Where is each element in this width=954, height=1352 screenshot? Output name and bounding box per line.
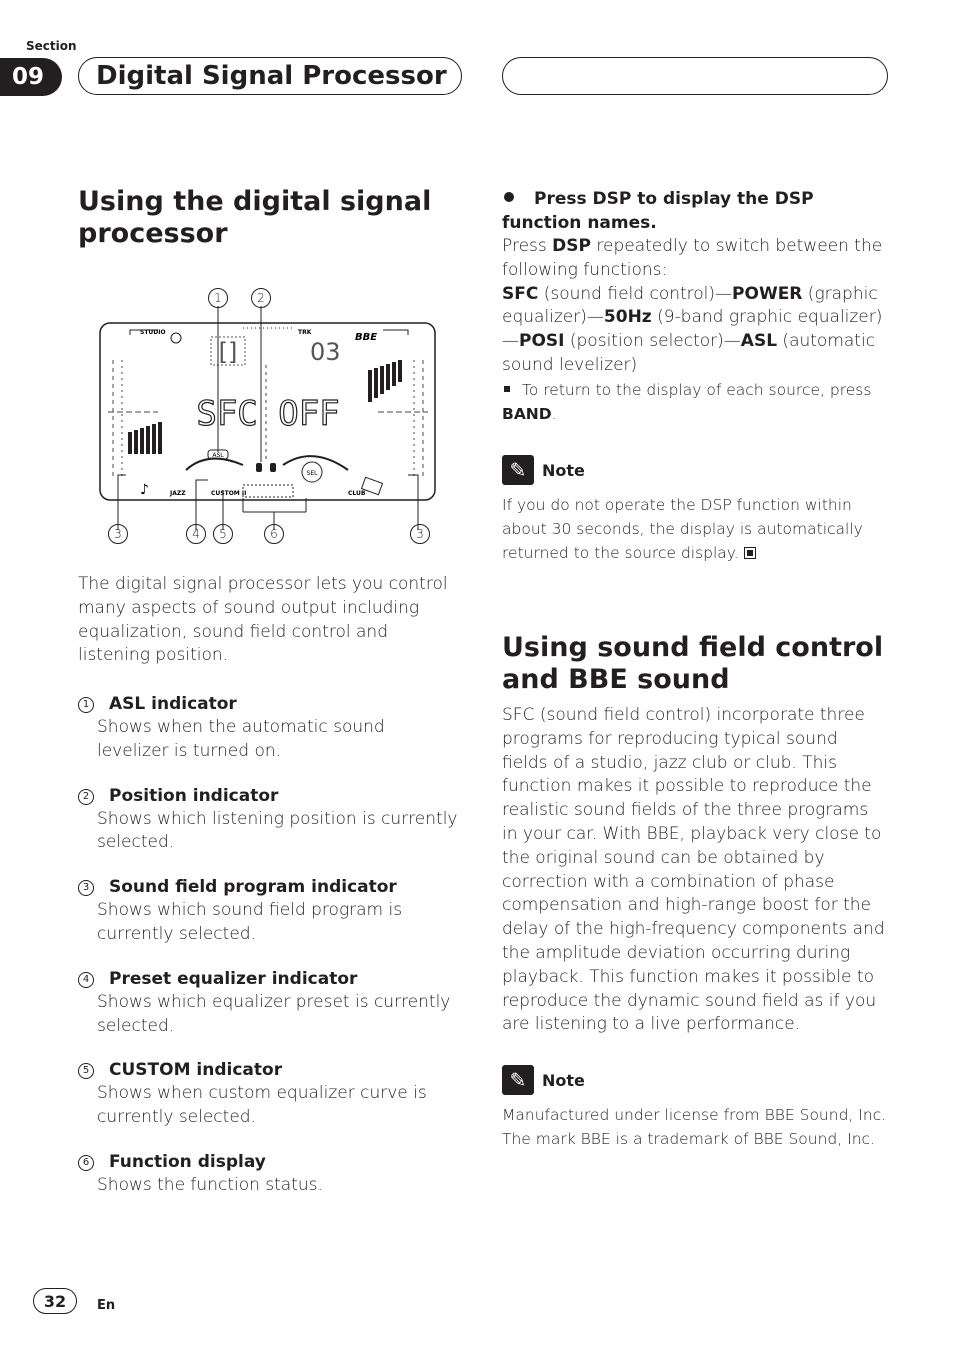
dsp-display-illustration	[78, 280, 458, 550]
function-sequence: SFC (sound field control)—POWER (graphic equalizer)—50Hz (9-band graphic equalizer) —POSI (position selector)—ASL (automatic sound levelizer)	[502, 283, 883, 375]
club-label: CLUB	[348, 490, 366, 497]
sel-label: SEL	[306, 470, 318, 477]
note-1-text: If you do not operate the DSP function within about 30 seconds, the display is automatically returned to the source display.	[502, 496, 863, 562]
jazz-label: JAZZ	[170, 490, 186, 497]
square-bullet-icon	[504, 386, 510, 392]
dsp-display-figure	[78, 280, 458, 550]
page-number: 32	[33, 1288, 77, 1314]
sfc-bbe-paragraph: SFC (sound field control) incorporate three programs for reproducing typical sound fields of a studio, jazz club or club. This function makes it possible to reproduce the realistic sound fields of the three programs in your car. With BBE, playback very close to the original sound can be obtained by correction with a combination of phase compensation and high-range boost for the delay of the high-frequency components and the amplitude deviation occurring during playback. This function makes it possible to reproduce the dynamic sound field as if you are listening to a live performance.	[502, 705, 885, 1035]
return-note: To return to the display of each source, press BAND.	[502, 380, 872, 423]
asl-label: ASL	[212, 452, 224, 459]
pencil-icon: ✎	[502, 455, 534, 485]
note-label: Note	[542, 1070, 585, 1090]
list-item: 5 CUSTOM indicator Shows when custom equalizer curve is currently selected.	[78, 1058, 460, 1130]
bullet-icon	[504, 192, 514, 202]
callout-5: 5	[213, 523, 233, 544]
section-title: Digital Signal Processor	[96, 61, 447, 91]
note-1	[502, 455, 888, 565]
list-item: 3 Sound field program indicator Shows which sound field program is currently selected.	[78, 875, 460, 947]
header-blank-frame	[502, 57, 888, 95]
end-mark-icon	[744, 547, 756, 559]
top-right-digits: 03	[310, 338, 341, 366]
indicator-list	[78, 692, 460, 1198]
callout-4: 4	[186, 523, 206, 544]
note-label: Note	[542, 460, 585, 480]
section-number-badge: 09	[0, 58, 62, 96]
callout-6: 6	[264, 523, 284, 544]
jazz-note-icon: ♪	[140, 482, 149, 498]
callout-2: 2	[251, 287, 271, 308]
note-2	[502, 1065, 888, 1151]
trk-label: TRK	[298, 329, 312, 336]
section-label: Section	[26, 39, 77, 53]
callout-1: 1	[208, 287, 228, 308]
heading-using-dsp: Using the digital signal processor	[78, 186, 432, 249]
heading-sfc-bbe: Using sound field control and BBE sound	[502, 632, 884, 695]
language-label: En	[97, 1298, 116, 1313]
studio-label: STUDIO	[140, 329, 166, 336]
list-item: 4 Preset equalizer indicator Shows which equalizer preset is currently selected.	[78, 967, 460, 1039]
custom-label: CUSTOM II	[211, 490, 247, 497]
bullet-heading: Press DSP to display the DSP function names.	[502, 189, 814, 233]
callout-3-left: 3	[108, 523, 128, 544]
bbe-logo: BBE	[355, 332, 378, 343]
top-left-digits: []	[218, 338, 238, 366]
pencil-icon: ✎	[502, 1065, 534, 1095]
list-item: 2 Position indicator Shows which listening position is currently selected.	[78, 784, 460, 856]
list-item: 6 Function display Shows the function status.	[78, 1150, 460, 1198]
note-2-text: Manufactured under license from BBE Sound, Inc. The mark BBE is a trademark of BBE Sound, Inc.	[502, 1106, 887, 1148]
dsp-instructions	[502, 187, 888, 426]
callout-3-right: 3	[410, 523, 430, 544]
main-display-text: SFC OFF	[196, 394, 340, 434]
press-dsp-text: Press DSP repeatedly to switch between the following functions:	[502, 236, 883, 280]
list-item: 1 ASL indicator Shows when the automatic sound levelizer is turned on.	[78, 692, 460, 764]
intro-paragraph: The digital signal processor lets you control many aspects of sound output including equalization, sound field control and listening position.	[78, 574, 448, 666]
